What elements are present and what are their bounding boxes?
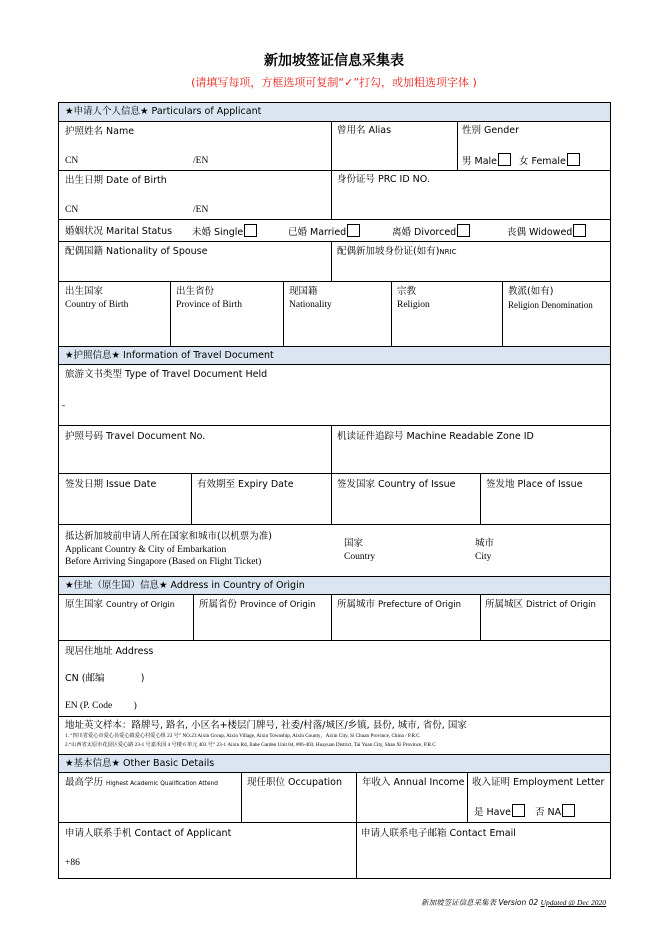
row-divider: [58, 524, 611, 525]
gender-label: 性别 Gender: [462, 125, 520, 136]
marital-divorced-option[interactable]: [392, 224, 470, 239]
religion-zh: 宗教: [397, 286, 417, 297]
name-en-field[interactable]: /EN: [193, 156, 209, 166]
row-divider: [58, 640, 611, 641]
origin-country-label: 原生国家 Country of Origin: [65, 599, 175, 610]
prc-id-label: 身份证号 PRC ID NO.: [337, 174, 430, 185]
origin-province-label: 所属省份 Province of Origin: [199, 599, 316, 610]
single-label: 未婚 Single: [192, 227, 244, 238]
single-checkbox[interactable]: [244, 224, 257, 237]
married-checkbox[interactable]: [347, 224, 360, 237]
travel-doc-no-label: 护照号码 Travel Document No.: [65, 431, 206, 442]
section-header-basic: ★基本信息★ Other Basic Details: [58, 754, 610, 773]
current-address-label: 现居住地址 Address: [65, 646, 154, 657]
embarkation-country-en: Country: [344, 552, 376, 562]
col-divider: [193, 594, 194, 641]
dob-en-field[interactable]: /EN: [193, 205, 209, 215]
phone-field[interactable]: +86: [65, 858, 80, 868]
spouse-nationality-label: 配偶国籍 Nationality of Spouse: [65, 246, 208, 257]
row-divider: [58, 281, 611, 282]
travel-doc-type-value[interactable]: -: [62, 401, 66, 411]
row-divider: [58, 241, 611, 242]
country-of-issue-label: 签发国家 Country of Issue: [337, 479, 456, 490]
col-divider: [331, 121, 332, 220]
country-of-birth-en: Country of Birth: [65, 300, 129, 310]
mrz-label: 机读证件追踪号 Machine Readable Zone ID: [337, 431, 534, 442]
form-title: 新加坡签证信息采集表: [264, 53, 404, 69]
row-divider: [58, 425, 611, 426]
embarkation-country-zh: 国家: [344, 538, 364, 549]
male-label: 男 Male: [462, 156, 498, 167]
col-divider: [331, 594, 332, 641]
contact-phone-label: 申请人联系手机 Contact of Applicant: [65, 828, 232, 839]
origin-prefecture-label: 所属城市 Prefecture of Origin: [337, 599, 462, 610]
col-divider: [480, 474, 481, 525]
issue-date-label: 签发日期 Issue Date: [65, 479, 157, 490]
marital-married-option[interactable]: [288, 224, 360, 239]
letter-na-option[interactable]: 否 NA: [535, 804, 575, 819]
col-divider: [391, 282, 392, 346]
embarkation-label-en2: Before Arriving Singapore (Based on Flight Ticket): [65, 557, 262, 567]
origin-district-label: 所属城区 District of Origin: [485, 599, 596, 610]
embarkation-label-en1: Applicant Country & City of Embarkation: [65, 545, 227, 555]
embarkation-label-zh: 抵达新加坡前申请人所在国家和城市(以机票为准): [65, 531, 272, 542]
table-border-bottom: [58, 878, 611, 879]
nationality-zh: 现国籍: [289, 286, 318, 297]
province-of-birth-zh: 出生省份: [176, 286, 215, 297]
education-label: 最高学历 Highest Academic Qualification Attend: [65, 777, 218, 788]
widowed-label: 丧偶 Widowed: [507, 227, 573, 238]
embarkation-city-zh: 城市: [475, 538, 495, 549]
section-header-travel: ★护照信息★ Information of Travel Document: [58, 346, 610, 365]
gender-male-option[interactable]: [462, 153, 511, 168]
row-divider: [58, 219, 611, 220]
province-of-birth-en: Province of Birth: [176, 300, 242, 310]
marital-single-option[interactable]: [192, 224, 257, 239]
income-label: 年收入 Annual Income: [362, 777, 465, 788]
form-instructions: (请填写每项，方框选项可复制“✓”打勾，或加粗选项字体 ): [191, 76, 477, 89]
country-of-birth-zh: 出生国家: [65, 286, 104, 297]
embarkation-city-en: City: [475, 552, 492, 562]
col-divider: [191, 474, 192, 525]
col-divider: [356, 772, 357, 879]
contact-email-label: 申请人联系电子邮箱 Contact Email: [361, 828, 516, 839]
row-divider: [58, 822, 611, 823]
row-divider: [58, 170, 611, 171]
row-divider: [58, 473, 611, 474]
section-header-applicant: ★申请人个人信息★ Particulars of Applicant: [58, 102, 610, 122]
footer-version: 新加坡签证信息采集表 Version 02 Updated @ Dec 2020: [421, 898, 606, 907]
employment-letter-label: 收入证明 Employment Letter: [472, 777, 605, 788]
male-checkbox[interactable]: [498, 153, 511, 166]
religion-en: Religion: [397, 300, 430, 310]
divorced-checkbox[interactable]: [457, 224, 470, 237]
address-cn-postal-field[interactable]: CN (邮编 ): [65, 673, 145, 684]
col-divider: [170, 282, 171, 346]
col-divider: [502, 282, 503, 346]
gender-female-option[interactable]: [519, 153, 580, 168]
row-divider: [58, 716, 611, 717]
marital-status-label: 婚姻状况 Marital Status: [65, 226, 173, 237]
name-cn-field[interactable]: CN: [65, 156, 79, 166]
spouse-nric-label: 配偶新加坡身份证(如有)NRIC: [337, 246, 457, 257]
dob-cn-field[interactable]: CN: [65, 205, 79, 215]
have-checkbox[interactable]: [512, 804, 525, 817]
place-of-issue-label: 签发地 Place of Issue: [486, 479, 583, 490]
col-divider: [283, 282, 284, 346]
dob-label: 出生日期 Date of Birth: [65, 175, 167, 186]
col-divider: [480, 594, 481, 641]
alias-label: 曾用名 Alias: [337, 125, 392, 136]
denomination-zh: 教派(如有): [508, 286, 554, 297]
marital-widowed-option[interactable]: [507, 224, 586, 239]
na-checkbox[interactable]: [562, 804, 575, 817]
occupation-label: 现任职位 Occupation: [247, 777, 343, 788]
address-en-postal-field[interactable]: EN (P. Code ): [65, 701, 137, 711]
col-divider: [457, 121, 458, 171]
travel-doc-type-label: 旅游文书类型 Type of Travel Document Held: [65, 369, 268, 380]
widowed-checkbox[interactable]: [573, 224, 586, 237]
section-header-address: ★住址（原生国）信息★ Address in Country of Origin: [58, 576, 610, 595]
nationality-en: Nationality: [289, 300, 332, 310]
denomination-en: Religion Denomination: [508, 300, 593, 310]
expiry-date-label: 有效期至 Expiry Date: [197, 479, 294, 490]
married-label: 已婚 Married: [288, 227, 347, 238]
female-label: 女 Female: [519, 156, 566, 167]
col-divider: [331, 426, 332, 525]
female-checkbox[interactable]: [567, 153, 580, 166]
letter-have-option[interactable]: 是 Have: [474, 804, 525, 819]
col-divider: [467, 772, 468, 823]
divorced-label: 离婚 Divorced: [392, 227, 457, 238]
address-sample-title: 地址英文样本：路牌号, 路名, 小区名+楼层门牌号, 社委/村落/城区/乡镇, 县份, 城市, 省份, 国家: [65, 720, 467, 731]
col-divider: [241, 772, 242, 823]
address-sample-1: 1. “四川省爱心市爱心县爱心镇爱心村爱心组 23 号” NO.23 Aixin Group, Aixin Village, Aixin Township, Aixin County，Aixin City, Si Chuan Province, China / P.R.C: [65, 733, 420, 739]
name-label: 护照姓名 Name: [65, 126, 135, 137]
col-divider: [331, 242, 332, 282]
address-sample-2: 2.“山西省太原市花园区爱心路 23-1 号嘉禾园 4 号楼 6 单元 403 号” 23-1 Aixin Rd, Jiahe Garden Unit 04, #06-403, Huayuan District, Tai Yuan City, Shan Xi Province, P.R.C: [65, 742, 436, 748]
